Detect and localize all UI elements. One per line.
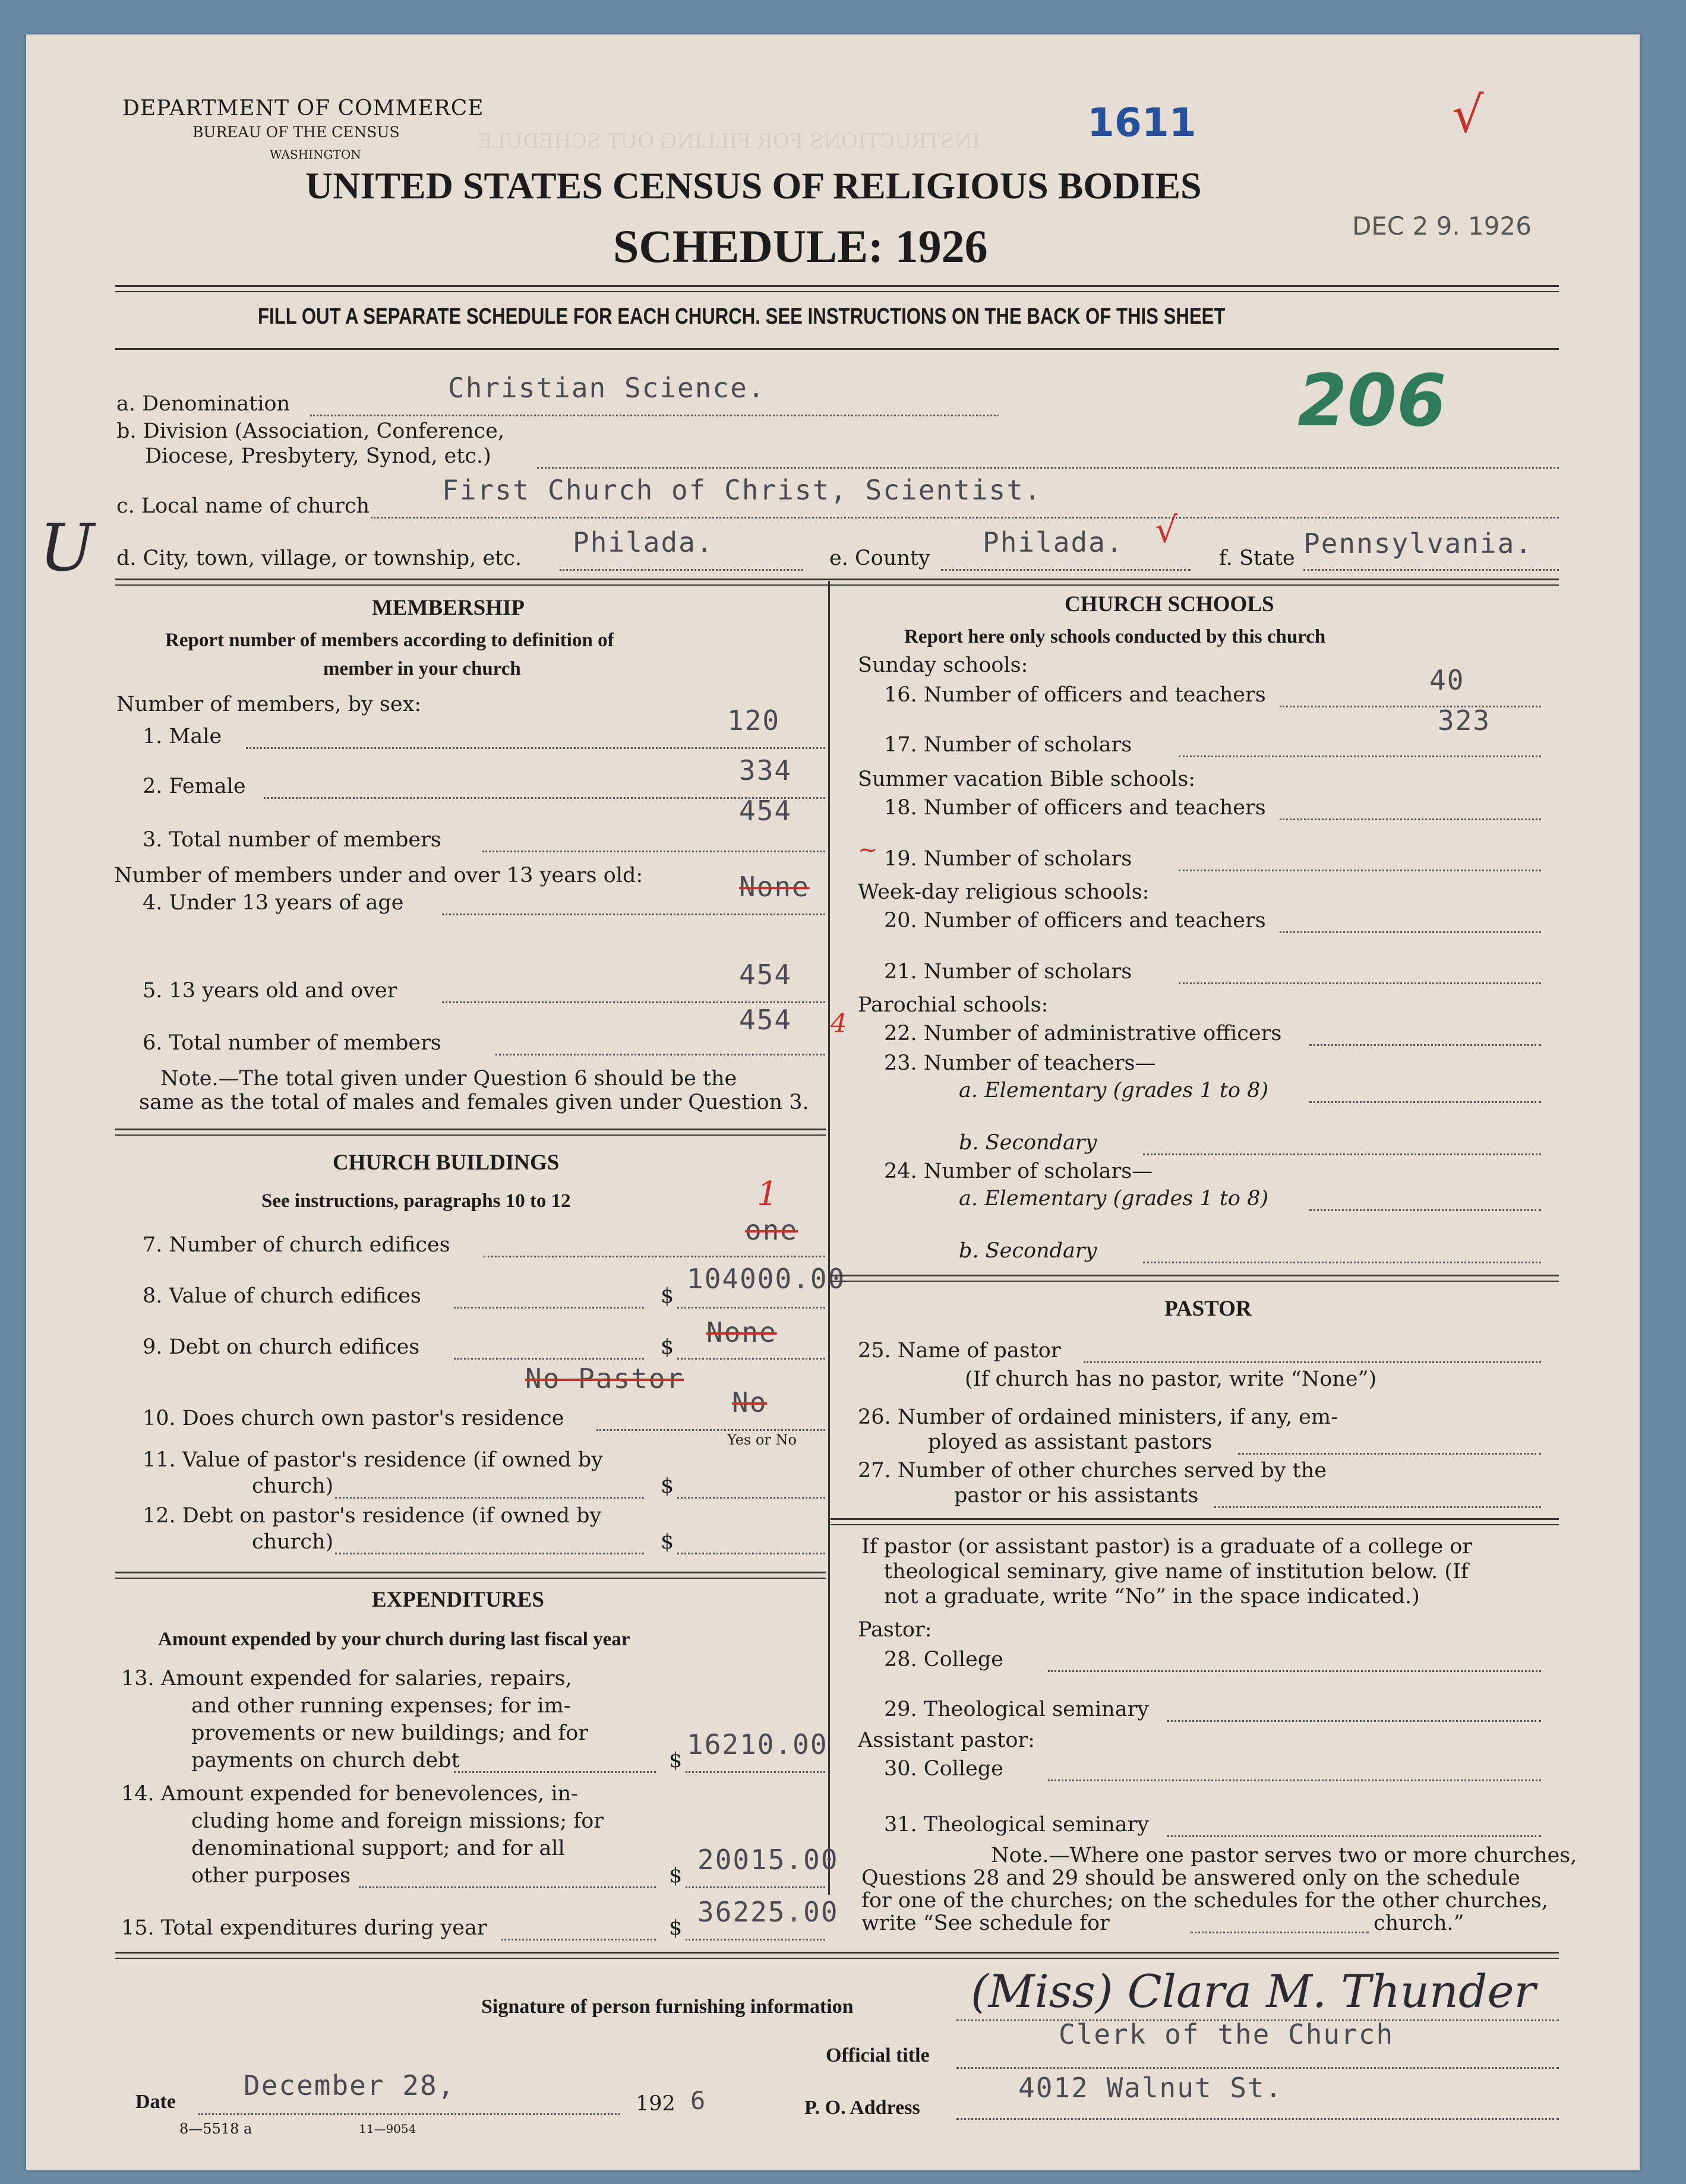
q4-value: None	[739, 871, 810, 903]
q11-dollar: $	[661, 1474, 674, 1498]
q7-value: one	[745, 1214, 798, 1246]
county-check-mark-icon: √	[1155, 510, 1178, 551]
q20-label: 20. Number of officers and teachers	[884, 909, 1266, 933]
q12-label-2: church)	[252, 1530, 334, 1554]
graduate-instruction: If pastor (or assistant pastor) is a graduate of a college or	[861, 1535, 1473, 1559]
bleed-through-text: INSTRUCTIONS FOR FILLING OUT SCHEDULE	[478, 129, 980, 153]
division-label: b. Division (Association, Conference,	[116, 419, 504, 443]
denomination-line	[310, 415, 999, 416]
q23b-label: b. Secondary	[959, 1131, 1097, 1155]
q10-value: No	[732, 1386, 768, 1418]
q14-line	[359, 1886, 656, 1888]
schools-divider	[831, 1275, 1559, 1282]
q8-line	[454, 1307, 644, 1308]
church-name-label: c. Local name of church	[116, 494, 370, 518]
year-digit: 6	[690, 2086, 707, 2115]
q11-amount-line	[677, 1497, 825, 1499]
county-label: e. County	[829, 546, 930, 570]
q9-dollar: $	[661, 1335, 674, 1359]
division-label-2: Diocese, Presbytery, Synod, etc.)	[145, 444, 491, 468]
q25-label: 25. Name of pastor	[858, 1339, 1061, 1363]
expenditures-instruction: Amount expended by your church during last fiscal year	[158, 1629, 630, 1650]
po-address-label: P. O. Address	[804, 2097, 920, 2119]
pastor-note-5: church.”	[1374, 1911, 1464, 1935]
q1-label: 1. Male	[143, 725, 222, 748]
pastor-subheading: Pastor:	[858, 1618, 932, 1642]
po-address-line	[956, 2118, 1559, 2120]
q30-line	[1048, 1780, 1541, 1781]
q12-amount-line	[677, 1553, 825, 1554]
q2-value: 334	[739, 754, 793, 786]
q14-amount-line	[686, 1886, 825, 1888]
q10-line	[596, 1429, 825, 1431]
age-heading: Number of members under and over 13 years old:	[114, 864, 643, 887]
q23a-label: a. Elementary (grades 1 to 8)	[959, 1079, 1269, 1102]
q28-line	[1048, 1670, 1541, 1672]
schedule-year-title: SCHEDULE: 1926	[613, 220, 988, 272]
county-line	[941, 569, 1191, 571]
q14-value: 20015.00	[697, 1844, 839, 1876]
pastor-note-line	[1191, 1932, 1369, 1933]
q27-label-2: pastor or his assistants	[954, 1484, 1199, 1507]
official-title-value: Clerk of the Church	[1059, 2018, 1394, 2050]
code-number: 206	[1297, 360, 1447, 443]
q24b-line	[1143, 1262, 1541, 1263]
q6-value: 454	[739, 1004, 793, 1036]
denomination-value: Christian Science.	[448, 372, 766, 404]
q7-correction: 1	[757, 1175, 778, 1213]
q9-amount-line	[677, 1358, 825, 1360]
q31-line	[1167, 1835, 1541, 1837]
q9-label: 9. Debt on church edifices	[143, 1335, 420, 1359]
buildings-divider	[115, 1572, 826, 1579]
q16-line	[1280, 706, 1541, 707]
q22-line	[1309, 1044, 1541, 1046]
q1-line	[246, 747, 825, 749]
q30-label: 30. College	[884, 1757, 1003, 1781]
q23-label: 23. Number of teachers—	[884, 1051, 1156, 1075]
margin-mark: U	[39, 510, 94, 586]
header-divider	[115, 285, 1559, 292]
pastor-note: Note.—Where one pastor serves two or more churches,	[991, 1844, 1577, 1867]
pastor-divider	[831, 1518, 1559, 1525]
q25-line	[1084, 1361, 1541, 1363]
q9-line	[454, 1358, 644, 1360]
membership-instruction-2: member in your church	[323, 658, 521, 679]
banner-divider	[115, 348, 1559, 350]
schools-heading: CHURCH SCHOOLS	[1065, 592, 1274, 617]
q3-line	[482, 851, 825, 852]
q31-label: 31. Theological seminary	[884, 1813, 1150, 1837]
q15-value: 36225.00	[697, 1896, 839, 1928]
identification-divider	[115, 579, 1559, 586]
q26-line	[1238, 1453, 1541, 1455]
membership-divider	[115, 1129, 826, 1136]
state-line	[1303, 569, 1559, 571]
q14-label-3: denominational support; and for all	[191, 1837, 565, 1860]
q13-amount-line	[686, 1771, 825, 1773]
city-value: Philada.	[573, 526, 714, 558]
division-line	[537, 467, 1559, 469]
q13-line	[454, 1771, 656, 1773]
membership-note: Note.—The total given under Question 6 should be the	[160, 1067, 737, 1091]
q11-label: 11. Value of pastor's residence (if owned by	[143, 1448, 603, 1472]
pastor-heading: PASTOR	[1164, 1297, 1252, 1321]
graduate-instruction-2: theological seminary, give name of institution below. (If	[884, 1560, 1469, 1584]
form-title: UNITED STATES CENSUS OF RELIGIOUS BODIES	[305, 165, 1202, 207]
q17-line	[1179, 756, 1541, 757]
q11-label-2: church)	[252, 1474, 334, 1498]
q9-value: None	[706, 1316, 777, 1348]
check-mark-icon: √	[1452, 86, 1484, 144]
q13-label-3: provements or new buildings; and for	[191, 1721, 589, 1745]
q8-amount-line	[677, 1307, 825, 1308]
weekday-schools-label: Week-day religious schools:	[858, 880, 1150, 904]
q15-label: 15. Total expenditures during year	[121, 1916, 487, 1940]
po-address-value: 4012 Walnut St.	[1018, 2072, 1283, 2104]
form-number: 8—5518 a	[179, 2120, 252, 2137]
q4-line	[442, 914, 825, 915]
buildings-instruction: See instructions, paragraphs 10 to 12	[261, 1190, 571, 1212]
tick-mark: ~	[858, 836, 878, 864]
q15-amount-line	[686, 1939, 825, 1940]
q16-label: 16. Number of officers and teachers	[884, 683, 1266, 707]
print-number: 11—9054	[359, 2122, 416, 2136]
q5-line	[442, 1001, 825, 1003]
q20-line	[1280, 931, 1541, 933]
q14-dollar: $	[669, 1864, 683, 1888]
q2-label: 2. Female	[143, 775, 246, 798]
q17-label: 17. Number of scholars	[884, 733, 1132, 757]
q8-label: 8. Value of church edifices	[143, 1284, 421, 1308]
membership-instruction: Report number of members according to definition of	[165, 630, 614, 651]
q3-label: 3. Total number of members	[143, 828, 441, 852]
date-line	[198, 2113, 620, 2115]
church-name-line	[371, 517, 1559, 519]
city-name: WASHINGTON	[270, 147, 361, 162]
official-title-label: Official title	[826, 2044, 930, 2066]
q22-label: 22. Number of administrative officers	[884, 1022, 1282, 1045]
q5-value: 454	[739, 959, 793, 991]
pastor-note-2: Questions 28 and 29 should be answered only on the schedule	[861, 1866, 1520, 1890]
census-schedule-form	[26, 34, 1640, 2170]
no-pastor-note: No Pastor	[525, 1363, 684, 1395]
buildings-heading: CHURCH BUILDINGS	[333, 1151, 560, 1175]
membership-heading: MEMBERSHIP	[372, 596, 525, 620]
q6-label: 6. Total number of members	[143, 1031, 441, 1055]
q24a-label: a. Elementary (grades 1 to 8)	[959, 1187, 1269, 1210]
q21-line	[1179, 982, 1541, 984]
q14-label-2: cluding home and foreign missions; for	[191, 1809, 604, 1833]
sunday-schools-label: Sunday schools:	[858, 653, 1028, 677]
q14-label: 14. Amount expended for benevolences, in-	[121, 1782, 578, 1806]
city-label: d. City, town, village, or township, etc.	[116, 546, 522, 570]
q4-label: 4. Under 13 years of age	[143, 891, 404, 915]
q14-label-4: other purposes	[191, 1864, 351, 1888]
parochial-schools-label: Parochial schools:	[858, 993, 1049, 1017]
signature: (Miss) Clara M. Thunder	[971, 1965, 1536, 2018]
q10-label: 10. Does church own pastor's residence	[143, 1407, 564, 1430]
summer-schools-label: Summer vacation Bible schools:	[858, 767, 1196, 791]
q24b-label: b. Secondary	[959, 1239, 1097, 1263]
q29-line	[1167, 1720, 1541, 1722]
q12-line	[335, 1553, 644, 1554]
q12-label: 12. Debt on pastor's residence (if owned by	[143, 1504, 602, 1528]
expenditures-heading: EXPENDITURES	[372, 1588, 544, 1612]
file-number: 1611	[1087, 100, 1196, 146]
instruction-banner: FILL OUT A SEPARATE SCHEDULE FOR EACH CHURCH. SEE INSTRUCTIONS ON THE BACK OF THIS SHEET	[258, 304, 1226, 329]
q13-value: 16210.00	[687, 1728, 828, 1761]
q29-label: 29. Theological seminary	[884, 1698, 1150, 1721]
q17-value: 323	[1438, 704, 1491, 737]
pastor-note-4: write “See schedule for	[861, 1911, 1110, 1935]
pastor-note-3: for one of the churches; on the schedules for the other churches,	[861, 1889, 1548, 1913]
q6-line	[495, 1054, 825, 1055]
q13-label: 13. Amount expended for salaries, repairs,	[121, 1667, 572, 1690]
by-sex-label: Number of members, by sex:	[116, 693, 422, 716]
q25-note: (If church has no pastor, write “None”)	[965, 1367, 1377, 1391]
q5-label: 5. 13 years old and over	[143, 979, 397, 1003]
margin-mark-4: 4	[831, 1009, 847, 1039]
q24-label: 24. Number of scholars—	[884, 1159, 1153, 1183]
q1-value: 120	[727, 704, 781, 737]
q21-label: 21. Number of scholars	[884, 960, 1132, 984]
signature-label: Signature of person furnishing information	[481, 1996, 854, 2018]
county-value: Philada.	[983, 526, 1124, 558]
q23a-line	[1309, 1101, 1541, 1103]
date-label: Date	[135, 2091, 176, 2113]
q11-line	[335, 1497, 644, 1499]
q19-label: 19. Number of scholars	[884, 847, 1132, 871]
q8-value: 104000.00	[687, 1263, 846, 1295]
official-title-line	[956, 2067, 1559, 2069]
q19-line	[1179, 870, 1541, 871]
church-name-value: First Church of Christ, Scientist.	[442, 474, 1042, 506]
graduate-instruction-3: not a graduate, write “No” in the space indicated.)	[884, 1585, 1420, 1608]
q7-line	[484, 1256, 825, 1257]
yes-no-hint: Yes or No	[727, 1431, 797, 1448]
q13-label-2: and other running expenses; for im-	[191, 1694, 571, 1718]
q18-line	[1280, 818, 1541, 820]
q18-label: 18. Number of officers and teachers	[884, 796, 1266, 820]
state-label: f. State	[1219, 546, 1295, 570]
year-prefix: 192	[636, 2092, 675, 2116]
q7-label: 7. Number of church edifices	[143, 1233, 450, 1257]
q23b-line	[1143, 1153, 1541, 1155]
column-divider	[828, 581, 830, 1895]
date-value: December 28,	[244, 2069, 456, 2101]
q15-line	[501, 1939, 656, 1940]
q3-value: 454	[739, 795, 793, 827]
q13-dollar: $	[669, 1749, 683, 1772]
q26-label-2: ployed as assistant pastors	[928, 1430, 1213, 1454]
city-line	[560, 569, 803, 571]
q13-label-4: payments on church debt	[191, 1749, 460, 1772]
q15-dollar: $	[669, 1916, 683, 1940]
q27-line	[1214, 1506, 1541, 1508]
q16-value: 40	[1429, 664, 1465, 696]
state-value: Pennsylvania.	[1303, 527, 1533, 560]
q24a-line	[1309, 1209, 1541, 1211]
footer-divider	[115, 1952, 1559, 1959]
bureau-name: BUREAU OF THE CENSUS	[192, 124, 400, 141]
department-name: DEPARTMENT OF COMMERCE	[122, 96, 484, 121]
q27-label: 27. Number of other churches served by the	[858, 1459, 1327, 1483]
q8-dollar: $	[661, 1284, 674, 1308]
denomination-label: a. Denomination	[116, 392, 291, 416]
membership-note-2: same as the total of males and females given under Question 3.	[139, 1091, 809, 1114]
assistant-pastor-subheading: Assistant pastor:	[858, 1728, 1035, 1752]
q26-label: 26. Number of ordained ministers, if any, em-	[858, 1405, 1338, 1429]
received-date-stamp: DEC 2 9. 1926	[1352, 211, 1532, 241]
q28-label: 28. College	[884, 1648, 1003, 1671]
schools-instruction: Report here only schools conducted by this church	[904, 626, 1326, 647]
q12-dollar: $	[661, 1530, 674, 1554]
